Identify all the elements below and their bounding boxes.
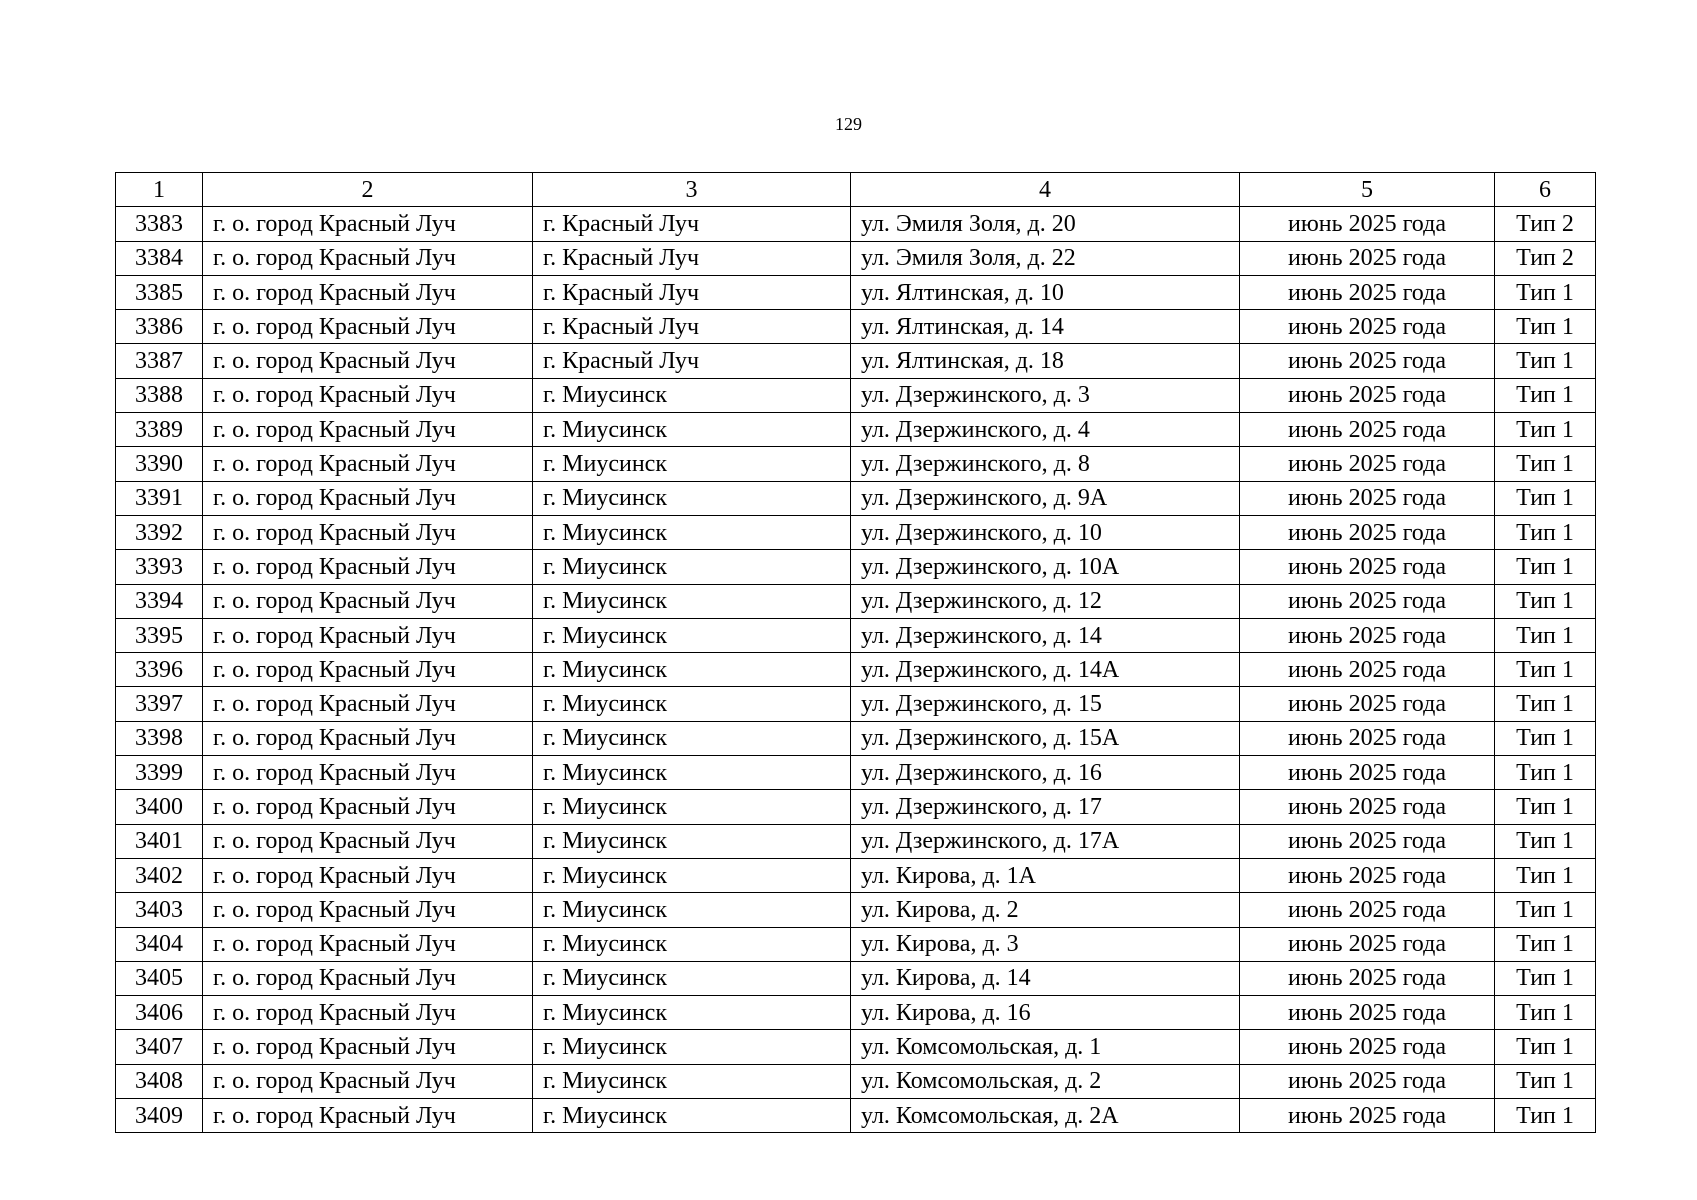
row-number-cell: 3387: [116, 344, 203, 378]
table-row: [116, 481, 1596, 515]
table-row: [116, 275, 1596, 309]
address-cell: ул. Дзержинского, д. 3: [851, 378, 1240, 412]
table-row: [116, 961, 1596, 995]
district-cell: г. о. город Красный Луч: [203, 1099, 533, 1133]
table-row: [116, 1099, 1596, 1133]
type-cell: Тип 1: [1495, 1064, 1596, 1098]
district-cell: г. о. город Красный Луч: [203, 481, 533, 515]
locality-cell: г. Миусинск: [533, 961, 851, 995]
district-cell: г. о. город Красный Луч: [203, 858, 533, 892]
district-cell: г. о. город Красный Луч: [203, 1064, 533, 1098]
address-cell: ул. Эмиля Золя, д. 22: [851, 241, 1240, 275]
address-cell: ул. Эмиля Золя, д. 20: [851, 207, 1240, 241]
period-cell: июнь 2025 года: [1240, 961, 1495, 995]
row-number-cell: 3405: [116, 961, 203, 995]
address-cell: ул. Комсомольская, д. 2А: [851, 1099, 1240, 1133]
district-cell: г. о. город Красный Луч: [203, 927, 533, 961]
registry-table: [115, 172, 1596, 1133]
column-header-5: 5: [1240, 173, 1495, 207]
period-cell: июнь 2025 года: [1240, 344, 1495, 378]
type-cell: Тип 1: [1495, 275, 1596, 309]
address-cell: ул. Дзержинского, д. 10А: [851, 550, 1240, 584]
type-cell: Тип 1: [1495, 413, 1596, 447]
row-number-cell: 3401: [116, 824, 203, 858]
address-cell: ул. Кирова, д. 1А: [851, 858, 1240, 892]
period-cell: июнь 2025 года: [1240, 1030, 1495, 1064]
table-row: [116, 344, 1596, 378]
locality-cell: г. Миусинск: [533, 584, 851, 618]
district-cell: г. о. город Красный Луч: [203, 1030, 533, 1064]
type-cell: Тип 1: [1495, 996, 1596, 1030]
row-number-cell: 3394: [116, 584, 203, 618]
period-cell: июнь 2025 года: [1240, 584, 1495, 618]
period-cell: июнь 2025 года: [1240, 927, 1495, 961]
address-cell: ул. Ялтинская, д. 10: [851, 275, 1240, 309]
address-cell: ул. Ялтинская, д. 18: [851, 344, 1240, 378]
type-cell: Тип 1: [1495, 790, 1596, 824]
row-number-cell: 3404: [116, 927, 203, 961]
period-cell: июнь 2025 года: [1240, 207, 1495, 241]
district-cell: г. о. город Красный Луч: [203, 207, 533, 241]
locality-cell: г. Миусинск: [533, 858, 851, 892]
table-row: [116, 858, 1596, 892]
period-cell: июнь 2025 года: [1240, 721, 1495, 755]
period-cell: июнь 2025 года: [1240, 447, 1495, 481]
district-cell: г. о. город Красный Луч: [203, 241, 533, 275]
address-cell: ул. Кирова, д. 16: [851, 996, 1240, 1030]
table-row: [116, 584, 1596, 618]
period-cell: июнь 2025 года: [1240, 858, 1495, 892]
type-cell: Тип 1: [1495, 858, 1596, 892]
type-cell: Тип 1: [1495, 515, 1596, 549]
row-number-cell: 3402: [116, 858, 203, 892]
locality-cell: г. Красный Луч: [533, 275, 851, 309]
table-row: [116, 687, 1596, 721]
table-row: [116, 310, 1596, 344]
district-cell: г. о. город Красный Луч: [203, 790, 533, 824]
district-cell: г. о. город Красный Луч: [203, 310, 533, 344]
district-cell: г. о. город Красный Луч: [203, 824, 533, 858]
table-row: [116, 756, 1596, 790]
table-row: [116, 1064, 1596, 1098]
type-cell: Тип 2: [1495, 207, 1596, 241]
row-number-cell: 3398: [116, 721, 203, 755]
locality-cell: г. Миусинск: [533, 550, 851, 584]
locality-cell: г. Миусинск: [533, 515, 851, 549]
table-row: [116, 927, 1596, 961]
district-cell: г. о. город Красный Луч: [203, 721, 533, 755]
row-number-cell: 3392: [116, 515, 203, 549]
locality-cell: г. Миусинск: [533, 1064, 851, 1098]
table-row: [116, 790, 1596, 824]
district-cell: г. о. город Красный Луч: [203, 550, 533, 584]
period-cell: июнь 2025 года: [1240, 824, 1495, 858]
type-cell: Тип 1: [1495, 310, 1596, 344]
period-cell: июнь 2025 года: [1240, 481, 1495, 515]
type-cell: Тип 1: [1495, 824, 1596, 858]
table-row: [116, 515, 1596, 549]
address-cell: ул. Дзержинского, д. 15А: [851, 721, 1240, 755]
period-cell: июнь 2025 года: [1240, 1099, 1495, 1133]
row-number-cell: 3389: [116, 413, 203, 447]
district-cell: г. о. город Красный Луч: [203, 275, 533, 309]
row-number-cell: 3400: [116, 790, 203, 824]
locality-cell: г. Красный Луч: [533, 207, 851, 241]
table-row: [116, 413, 1596, 447]
row-number-cell: 3408: [116, 1064, 203, 1098]
type-cell: Тип 1: [1495, 1030, 1596, 1064]
row-number-cell: 3397: [116, 687, 203, 721]
locality-cell: г. Миусинск: [533, 756, 851, 790]
address-cell: ул. Дзержинского, д. 12: [851, 584, 1240, 618]
district-cell: г. о. город Красный Луч: [203, 893, 533, 927]
locality-cell: г. Миусинск: [533, 378, 851, 412]
period-cell: июнь 2025 года: [1240, 550, 1495, 584]
locality-cell: г. Красный Луч: [533, 310, 851, 344]
locality-cell: г. Миусинск: [533, 927, 851, 961]
district-cell: г. о. город Красный Луч: [203, 515, 533, 549]
type-cell: Тип 1: [1495, 721, 1596, 755]
period-cell: июнь 2025 года: [1240, 996, 1495, 1030]
locality-cell: г. Миусинск: [533, 481, 851, 515]
table-row: [116, 378, 1596, 412]
period-cell: июнь 2025 года: [1240, 618, 1495, 652]
locality-cell: г. Миусинск: [533, 790, 851, 824]
address-cell: ул. Дзержинского, д. 14А: [851, 653, 1240, 687]
address-cell: ул. Комсомольская, д. 1: [851, 1030, 1240, 1064]
table-body: [116, 207, 1596, 1133]
type-cell: Тип 1: [1495, 481, 1596, 515]
table-row: [116, 996, 1596, 1030]
district-cell: г. о. город Красный Луч: [203, 413, 533, 447]
type-cell: Тип 1: [1495, 893, 1596, 927]
type-cell: Тип 1: [1495, 378, 1596, 412]
column-header-3: 3: [533, 173, 851, 207]
row-number-cell: 3403: [116, 893, 203, 927]
row-number-cell: 3385: [116, 275, 203, 309]
district-cell: г. о. город Красный Луч: [203, 996, 533, 1030]
type-cell: Тип 1: [1495, 687, 1596, 721]
table-header: [116, 173, 1596, 207]
district-cell: г. о. город Красный Луч: [203, 961, 533, 995]
column-header-6: 6: [1495, 173, 1596, 207]
locality-cell: г. Красный Луч: [533, 344, 851, 378]
locality-cell: г. Миусинск: [533, 618, 851, 652]
type-cell: Тип 1: [1495, 756, 1596, 790]
row-number-cell: 3383: [116, 207, 203, 241]
address-cell: ул. Дзержинского, д. 17А: [851, 824, 1240, 858]
address-cell: ул. Дзержинского, д. 15: [851, 687, 1240, 721]
period-cell: июнь 2025 года: [1240, 515, 1495, 549]
row-number-cell: 3386: [116, 310, 203, 344]
row-number-cell: 3395: [116, 618, 203, 652]
period-cell: июнь 2025 года: [1240, 310, 1495, 344]
type-cell: Тип 1: [1495, 961, 1596, 995]
address-cell: ул. Дзержинского, д. 9А: [851, 481, 1240, 515]
row-number-cell: 3384: [116, 241, 203, 275]
locality-cell: г. Миусинск: [533, 447, 851, 481]
district-cell: г. о. город Красный Луч: [203, 344, 533, 378]
locality-cell: г. Миусинск: [533, 824, 851, 858]
period-cell: июнь 2025 года: [1240, 756, 1495, 790]
locality-cell: г. Миусинск: [533, 687, 851, 721]
address-cell: ул. Кирова, д. 14: [851, 961, 1240, 995]
type-cell: Тип 1: [1495, 550, 1596, 584]
table-row: [116, 241, 1596, 275]
row-number-cell: 3406: [116, 996, 203, 1030]
type-cell: Тип 1: [1495, 447, 1596, 481]
row-number-cell: 3391: [116, 481, 203, 515]
row-number-cell: 3388: [116, 378, 203, 412]
type-cell: Тип 1: [1495, 618, 1596, 652]
table-row: [116, 550, 1596, 584]
locality-cell: г. Миусинск: [533, 413, 851, 447]
table-row: [116, 447, 1596, 481]
row-number-cell: 3396: [116, 653, 203, 687]
table-row: [116, 824, 1596, 858]
table-row: [116, 721, 1596, 755]
row-number-cell: 3407: [116, 1030, 203, 1064]
address-cell: ул. Кирова, д. 2: [851, 893, 1240, 927]
address-cell: ул. Дзержинского, д. 4: [851, 413, 1240, 447]
district-cell: г. о. город Красный Луч: [203, 378, 533, 412]
address-cell: ул. Дзержинского, д. 10: [851, 515, 1240, 549]
address-cell: ул. Комсомольская, д. 2: [851, 1064, 1240, 1098]
period-cell: июнь 2025 года: [1240, 1064, 1495, 1098]
type-cell: Тип 1: [1495, 1099, 1596, 1133]
row-number-cell: 3393: [116, 550, 203, 584]
period-cell: июнь 2025 года: [1240, 687, 1495, 721]
period-cell: июнь 2025 года: [1240, 790, 1495, 824]
table-row: [116, 618, 1596, 652]
address-cell: ул. Дзержинского, д. 8: [851, 447, 1240, 481]
locality-cell: г. Миусинск: [533, 721, 851, 755]
locality-cell: г. Миусинск: [533, 996, 851, 1030]
type-cell: Тип 1: [1495, 344, 1596, 378]
table-row: [116, 207, 1596, 241]
district-cell: г. о. город Красный Луч: [203, 756, 533, 790]
locality-cell: г. Миусинск: [533, 653, 851, 687]
type-cell: Тип 1: [1495, 584, 1596, 618]
address-cell: ул. Дзержинского, д. 16: [851, 756, 1240, 790]
table-row: [116, 653, 1596, 687]
district-cell: г. о. город Красный Луч: [203, 687, 533, 721]
row-number-cell: 3409: [116, 1099, 203, 1133]
locality-cell: г. Миусинск: [533, 1030, 851, 1064]
row-number-cell: 3390: [116, 447, 203, 481]
period-cell: июнь 2025 года: [1240, 893, 1495, 927]
period-cell: июнь 2025 года: [1240, 241, 1495, 275]
locality-cell: г. Красный Луч: [533, 241, 851, 275]
table-row: [116, 1030, 1596, 1064]
row-number-cell: 3399: [116, 756, 203, 790]
table-row: [116, 893, 1596, 927]
column-header-2: 2: [203, 173, 533, 207]
period-cell: июнь 2025 года: [1240, 378, 1495, 412]
page-number: 129: [835, 114, 862, 134]
address-cell: ул. Дзержинского, д. 17: [851, 790, 1240, 824]
district-cell: г. о. город Красный Луч: [203, 584, 533, 618]
locality-cell: г. Миусинск: [533, 1099, 851, 1133]
type-cell: Тип 1: [1495, 653, 1596, 687]
district-cell: г. о. город Красный Луч: [203, 653, 533, 687]
type-cell: Тип 1: [1495, 927, 1596, 961]
type-cell: Тип 2: [1495, 241, 1596, 275]
district-cell: г. о. город Красный Луч: [203, 447, 533, 481]
address-cell: ул. Дзержинского, д. 14: [851, 618, 1240, 652]
address-cell: ул. Кирова, д. 3: [851, 927, 1240, 961]
locality-cell: г. Миусинск: [533, 893, 851, 927]
period-cell: июнь 2025 года: [1240, 653, 1495, 687]
period-cell: июнь 2025 года: [1240, 275, 1495, 309]
period-cell: июнь 2025 года: [1240, 413, 1495, 447]
header-row: [116, 173, 1596, 207]
column-header-1: 1: [116, 173, 203, 207]
district-cell: г. о. город Красный Луч: [203, 618, 533, 652]
address-cell: ул. Ялтинская, д. 14: [851, 310, 1240, 344]
column-header-4: 4: [851, 173, 1240, 207]
